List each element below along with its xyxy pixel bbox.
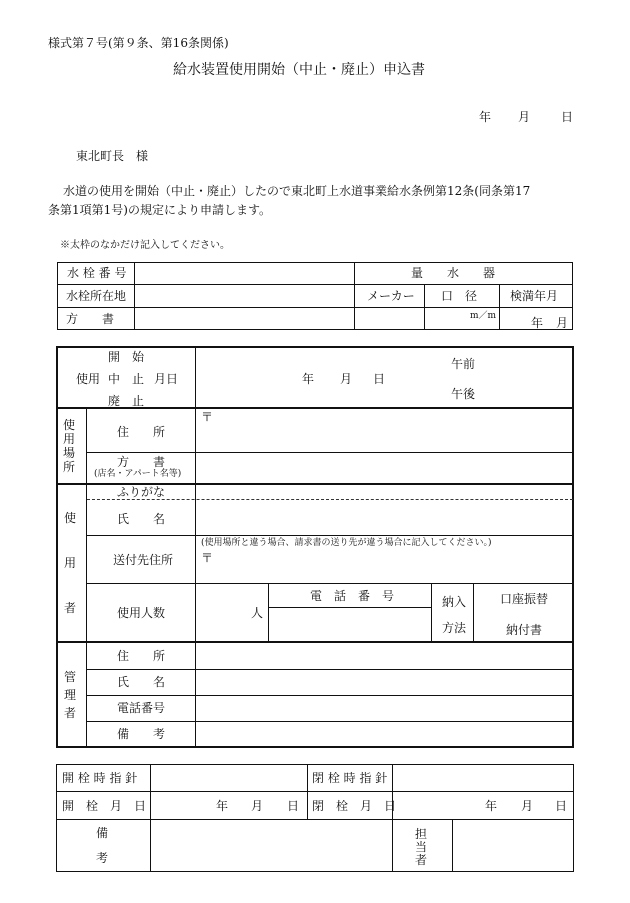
close-reading-label: 閉 栓 時 指 針 [312,771,388,785]
manager-address-label: 住 所 [117,649,166,663]
open-date-label: 開 栓 月 日 [62,799,147,813]
manager-group-char: 管 [64,670,77,684]
apartment-field[interactable] [135,308,354,330]
am-option[interactable]: 午前 [451,357,476,371]
water-meter-header: 量 水 器 [411,266,496,280]
usage-day: 日 [373,372,386,386]
bank-transfer-option[interactable]: 口座振替 [500,592,549,606]
date-month: 月 [518,110,531,124]
open-reading-label: 開 栓 時 指 針 [62,771,138,785]
addressee: 東北町長 様 [76,149,149,163]
phone-field[interactable] [270,608,430,640]
hydrant-location-field[interactable] [135,285,354,307]
user-group-char: 使 [64,511,77,525]
inspection-year: 年 [531,316,544,330]
location-group-char: 所 [63,460,76,474]
manager-remarks-field[interactable] [197,722,572,746]
instruction-note: ※太枠のなかだけ記入してください。 [60,240,230,251]
open-date-year: 年 [216,799,229,813]
manager-name-field[interactable] [197,670,572,695]
phone-label: 電 話 番 号 [310,589,395,603]
office-remarks-field[interactable] [151,820,392,871]
caliber-label: 口 径 [441,289,478,303]
manager-name-label: 氏 名 [117,675,166,689]
user-name-label: 氏 名 [117,512,166,526]
location-group-char: 使 [63,418,76,432]
usage-prefix: 使用 [76,372,101,386]
apartment-label: 方 書 [66,312,115,326]
close-date-field[interactable] [393,792,573,819]
open-date-day: 日 [287,799,300,813]
postal-mark: 〒 [201,410,214,424]
location-address-field[interactable] [197,409,572,452]
close-date-month: 月 [521,799,534,813]
manager-phone-field[interactable] [197,696,572,721]
location-group-char: 場 [63,446,76,460]
hydrant-location-label: 水栓所在地 [66,289,127,303]
date-day: 日 [561,110,574,124]
usage-date-label: 月日 [154,372,179,386]
payment-method-label-1: 納入 [442,595,467,609]
inspection-month: 月 [556,316,569,330]
location-apartment-label: 方 書 [117,455,166,469]
payment-slip-option[interactable]: 納付書 [506,623,543,637]
user-name-field[interactable] [197,500,572,535]
open-reading-field[interactable] [151,765,307,791]
manager-group-char: 理 [64,688,77,702]
usage-start-label: 開 始 [108,350,145,364]
manager-address-field[interactable] [197,643,572,669]
form-title: 給水装置使用開始（中止・廃止）申込書 [173,62,425,78]
manager-remarks-label: 備 考 [117,727,166,741]
usage-stop-label: 中 止 [108,372,145,386]
person-unit: 人 [251,606,264,620]
send-address-field[interactable] [197,536,572,583]
usage-year: 年 [302,372,315,386]
location-apartment-note: (店名・アパート名等) [94,469,182,479]
mm-unit: m／m [470,311,497,321]
open-date-month: 月 [251,799,264,813]
furigana-field[interactable] [197,485,572,499]
close-date-day: 日 [555,799,568,813]
inspection-label: 検満年月 [510,289,559,303]
usage-abolish-label: 廃 止 [108,394,145,408]
furigana-label: ふりがな [117,485,166,499]
user-group-char: 者 [64,601,77,615]
user-group-char: 用 [64,556,77,570]
form-number: 様式第７号(第９条、第16条関係) [48,36,229,50]
location-address-label: 住 所 [117,425,166,439]
location-group-char: 用 [63,432,76,446]
date-year: 年 [479,110,492,124]
send-postal-mark: 〒 [201,551,214,565]
send-address-label: 送付先住所 [113,553,174,567]
usage-month: 月 [340,372,353,386]
hydrant-number-label: 水 栓 番 号 [67,266,127,280]
staff-label-char: 者 [415,853,428,867]
staff-field[interactable] [453,820,573,871]
staff-label-char: 担 [415,827,428,841]
body-text-line2: 条第1項第1号)の規定により申請します。 [48,203,271,217]
maker-label: メーカー [367,289,415,303]
send-address-note: (使用場所と違う場合、請求書の送り先が違う場合に記入してください。) [201,538,492,548]
staff-label-char: 当 [415,840,428,854]
office-remarks-label: 備 [96,826,109,840]
location-apartment-field[interactable] [197,453,572,482]
manager-group-char: 者 [64,706,77,720]
open-date-field[interactable] [151,792,307,819]
payment-method-label-2: 方法 [442,621,467,635]
pm-option[interactable]: 午後 [451,387,476,401]
user-count-label: 使用人数 [117,606,166,620]
body-text-line1: 水道の使用を開始（中止・廃止）したので東北町上水道事業給水条例第12条(同条第17 [63,184,531,198]
close-date-label: 閉 栓 月 日 [312,799,397,813]
manager-phone-label: 電話番号 [117,701,166,715]
office-remarks-label: 考 [96,851,109,865]
hydrant-number-field[interactable] [135,263,354,284]
close-date-year: 年 [485,799,498,813]
close-reading-field[interactable] [393,765,573,791]
